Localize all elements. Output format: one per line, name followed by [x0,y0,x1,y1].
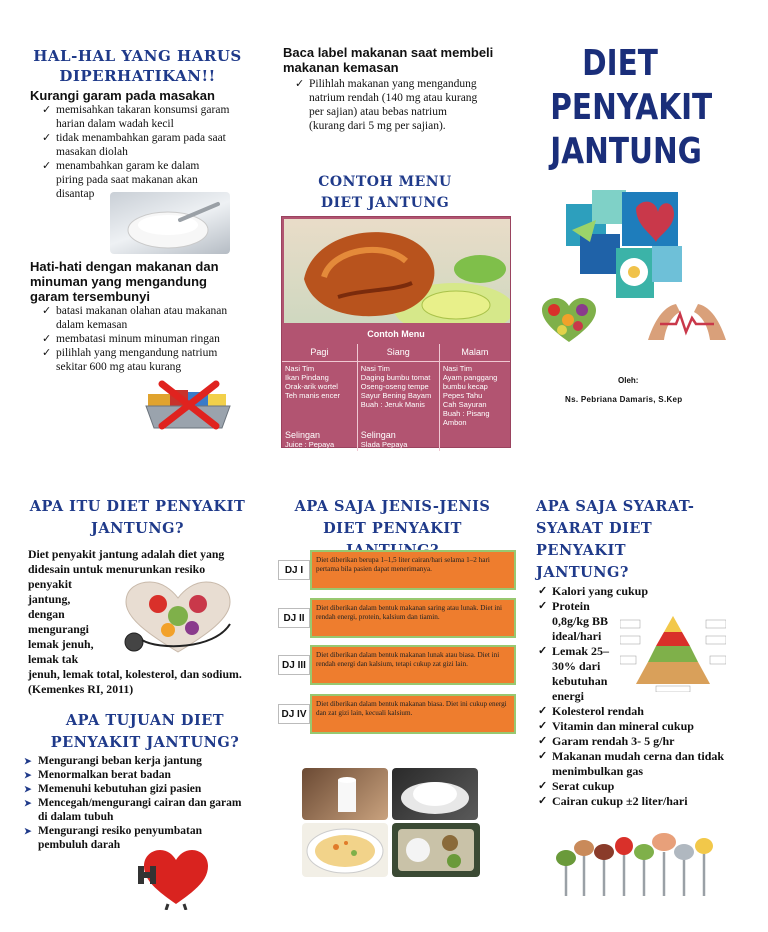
cover-title [550,42,713,174]
diet-type-label: DJ III [278,655,310,675]
diet-type-label: DJ II [278,608,310,628]
diet-type-description: Diet diberikan dalam bentuk makanan biasa. Diet ini cukup energi dan zat gizi lain, kecuali kalsium. [310,694,516,734]
list-item-text: 30% dari [552,659,601,673]
menu-cell: Nasi Tim Ikan Pindang Orak-arik wortel Teh manis encer [285,364,341,400]
list-item: ✓ memisahkan takaran konsumsi garam harian dalam wadah kecil [40,103,245,131]
fruit-heart-image [540,298,598,344]
list-item: ✓ Serat cukup [536,779,736,794]
hands-heartbeat-image [646,296,728,346]
list-item-text: ✓ Protein [552,599,590,613]
diet-type-label: DJ IV [278,704,310,724]
definition-text: jenuh, lemak total, kolesterol, dan sodium. (Kemenkes RI, 2011) [28,667,242,696]
list-item: ✓ membatasi minum minuman ringan [40,332,250,346]
list-item-text: energi [552,689,584,703]
list-item: ➤ Mengurangi beban kerja jantung [24,754,249,768]
list-item-text: kebutuhan [552,674,608,688]
cover-title-line: DIET [582,43,658,84]
subheading-baca-label: Baca label makanan saat membeli makanan kemasan [283,45,494,75]
selingan-label: Selingan [360,430,396,440]
menu-cell [282,429,357,451]
list-kurangi-garam [40,103,245,201]
list-item-text: Kalori yang cukup [552,584,649,598]
list-item: ✓ Kolesterol rendah [536,704,736,719]
junk-food-basket-image [142,380,234,432]
list-item: ➤ Menormalkan berat badan [24,768,249,782]
cover-author: Ns. Pebriana Damaris, S.Kep [565,395,683,404]
list-tujuan [24,754,249,852]
porridge-image [302,823,388,877]
diet-type-dj3 [278,645,518,685]
section-heading-jenis: APA SAJA JENIS-JENIS DIET PENYAKIT [294,498,491,537]
heart-food-stethoscope-image [118,580,238,656]
menu-col-malam: Malam [439,344,510,362]
diet-type-dj1 [278,550,518,590]
selingan-value: Slada Pepaya [360,440,408,449]
section-heading-perhatian: HAL-HAL YANG HARUS DIPERHATIKAN!! [33,47,242,85]
selingan-label: Selingan [285,430,321,440]
roast-chicken-image [284,219,510,323]
forks-with-food-image [552,824,722,896]
list-item: ✓ tidak menambahkan garam pada saat masakan diolah [40,131,245,159]
diet-type-description: Diet diberikan dalam bentuk makanan lunak atau biasa. Diet ini rendah energi dan kalsium, tetapi cukup zat gizi lain. [310,645,516,685]
diet-type-description: Diet diberikan berupa 1–1,5 liter cairan/hari selama 1–2 hari pertama bila pasien dapat menerimanya. [310,550,516,590]
definition-text: Diet penyakit jantung adalah diet yang didesain untuk menurunkan resiko [28,547,225,576]
food-pyramid-image [620,612,726,692]
list-item: ➤ Mencegah/mengurangi cairan dan garam di dalam tubuh [24,796,249,824]
list-item: ➤ Mengurangi resiko penyumbatan pembuluh darah [24,824,249,852]
definition-text: penyakit [28,577,72,591]
subheading-garam-tersembunyi: Hati-hati dengan makanan dan minuman yang mengandung garam tersembunyi [30,259,219,304]
list-item: ✓ batasi makanan olahan atau makanan dalam kemasan [40,304,250,332]
list-item-text: ideal/hari [552,629,602,643]
list-item: ✓ Vitamin dan mineral cukup [536,719,736,734]
menu-card [281,216,511,448]
list-item-text: 0,8g/kg BB [552,614,609,628]
menu-cell [357,429,439,451]
menu-cell: Nasi Tim Ayam panggang bumbu kecap Pepes Tahu Cah Sayuran Buah : Pisang Ambon [439,362,510,430]
definition-text: mengurangi [28,622,89,636]
list-item: ✓ Garam rendah 3- 5 g/hr [536,734,736,749]
section-heading-apa-itu: APA ITU DIET PENYAKIT JANTUNG? [29,498,246,537]
diet-type-dj4 [278,694,518,734]
list-item: ✓ Pilihlah makanan yang mengandung natrium rendah (140 mg atau kurang per sajian) atau bebas natrium (kurang dari 5 mg per sajian). [293,77,503,133]
heart-health-collage-image [566,190,686,298]
salt-bowl-image [110,192,230,254]
diet-type-description: Diet diberikan dalam bentuk makanan saring atau lunak. Diet ini rendah energi, protein, kalsium dan tiamin. [310,598,516,638]
heart-dumbbell-image [138,846,214,910]
menu-title: Contoh Menu [367,329,425,339]
list-item: ➤ Memenuhi kebutuhan gizi pasien [24,782,249,796]
menu-col-siang: Siang [357,344,439,362]
menu-col-pagi: Pagi [282,344,357,362]
list-garam-tersembunyi [40,304,250,374]
milk-image [302,768,388,820]
cover-title-line: PENYAKIT [550,87,713,128]
definition-text: lemak jenuh, [28,637,94,651]
meal-tray-image [392,823,480,877]
diet-type-label: DJ I [278,560,310,580]
list-item: ✓ Cairan cukup ±2 liter/hari [536,794,736,809]
menu-table [282,344,510,451]
section-heading-tujuan: APA TUJUAN DIET PENYAKIT JANTUNG? [50,712,240,751]
definition-text: jantung, [28,592,71,606]
list-item: ✓ pilihlah yang mengandung natrium sekitar 600 mg atau kurang [40,346,250,374]
subheading-kurangi-garam: Kurangi garam pada masakan [30,88,215,103]
list-item: ✓ menambahkan garam ke dalam piring pada saat makanan akan disantap [40,159,245,201]
definition-text: dengan [28,607,65,621]
cover-title-line: JANTUNG [550,131,702,172]
section-heading-syarat: APA SAJA SYARAT-SYARAT DIET PENYAKIT JANTUNG? [536,498,695,581]
diet-type-dj2 [278,598,518,638]
cover-by-label: Oleh: [618,376,639,385]
list-item [536,584,736,599]
menu-cell [439,429,510,451]
menu-cell: Nasi Tim Daging bumbu tomat Oseng-oseng tempe Sayur Bening Bayam Buah : Jeruk Manis [357,362,439,430]
list-item-text: ✓ Lemak 25– [552,644,609,658]
list-baca-label [293,77,503,133]
definition-text: lemak tak [28,652,79,666]
section-heading-contoh-menu: CONTOH MENU DIET JANTUNG [318,174,452,211]
selingan-value: Juice : Pepaya [285,440,335,449]
rice-image [392,768,478,820]
list-item: ✓ Makanan mudah cerna dan tidak menimbulkan gas [536,749,736,779]
